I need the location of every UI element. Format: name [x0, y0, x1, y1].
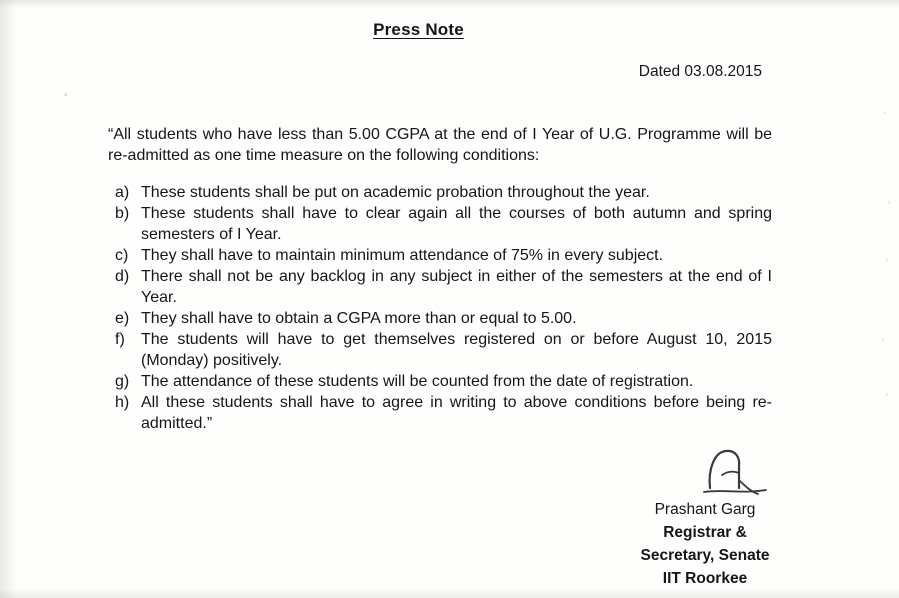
- scan-artifact: °: [64, 92, 68, 102]
- signature-block: [618, 446, 792, 590]
- condition-text: These students shall have to clear again all the courses of both autumn and spring semesters of I Year.: [141, 205, 772, 243]
- document-title: Press Note: [373, 20, 464, 39]
- scan-edge-shading: [0, 0, 899, 8]
- condition-item: [108, 329, 772, 371]
- condition-label: h): [115, 394, 130, 411]
- scan-edge-shading: [0, 0, 16, 598]
- condition-label: e): [115, 310, 130, 327]
- condition-text: They shall have to obtain a CGPA more than or equal to 5.00.: [141, 310, 577, 327]
- scan-artifact: ’: [884, 110, 886, 120]
- signature-role-line-3: IIT Roorkee: [662, 570, 748, 587]
- condition-label: g): [115, 373, 130, 390]
- condition-item: [108, 371, 772, 392]
- condition-label: b): [115, 205, 130, 222]
- condition-label: f): [115, 331, 125, 348]
- signature-image: [700, 446, 770, 496]
- condition-text: There shall not be any backlog in any subject in either of the semesters at the end of I Year.: [141, 268, 772, 306]
- condition-text: They shall have to maintain minimum attendance of 75% in every subject.: [141, 247, 664, 264]
- condition-item: [108, 245, 772, 266]
- conditions-list: [108, 182, 772, 434]
- condition-text: These students shall be put on academic probation throughout the year.: [141, 184, 650, 201]
- scan-artifact: ’: [888, 200, 890, 210]
- condition-item: [108, 392, 772, 434]
- condition-label: a): [115, 184, 130, 201]
- document-date: Dated 03.08.2015: [638, 63, 762, 80]
- condition-label: c): [115, 247, 129, 264]
- scan-artifact: ’: [886, 392, 888, 402]
- condition-text: The students will have to get themselves registered on or before August 10, 2015 (Monday) positively.: [141, 331, 772, 369]
- condition-label: d): [115, 268, 130, 285]
- condition-item: [108, 266, 772, 308]
- condition-item: [108, 308, 772, 329]
- condition-text: The attendance of these students will be counted from the date of registration.: [141, 373, 694, 390]
- condition-item: [108, 203, 772, 245]
- intro-paragraph: “All students who have less than 5.00 CGPA at the end of I Year of U.G. Programme will be re-admitted as one time measure on the following conditions:: [108, 126, 772, 164]
- condition-item: [108, 182, 772, 203]
- signature-role-line-2: Secretary, Senate: [640, 547, 770, 564]
- document-body: [108, 124, 772, 434]
- signature-name: Prashant Garg: [654, 501, 756, 518]
- signature-role-line-1: Registrar &: [663, 524, 747, 541]
- condition-text: All these students shall have to agree in writing to above conditions before being re-admitted.”: [141, 394, 772, 432]
- scan-artifact: ’: [886, 258, 888, 268]
- scan-artifact: ’: [882, 337, 884, 347]
